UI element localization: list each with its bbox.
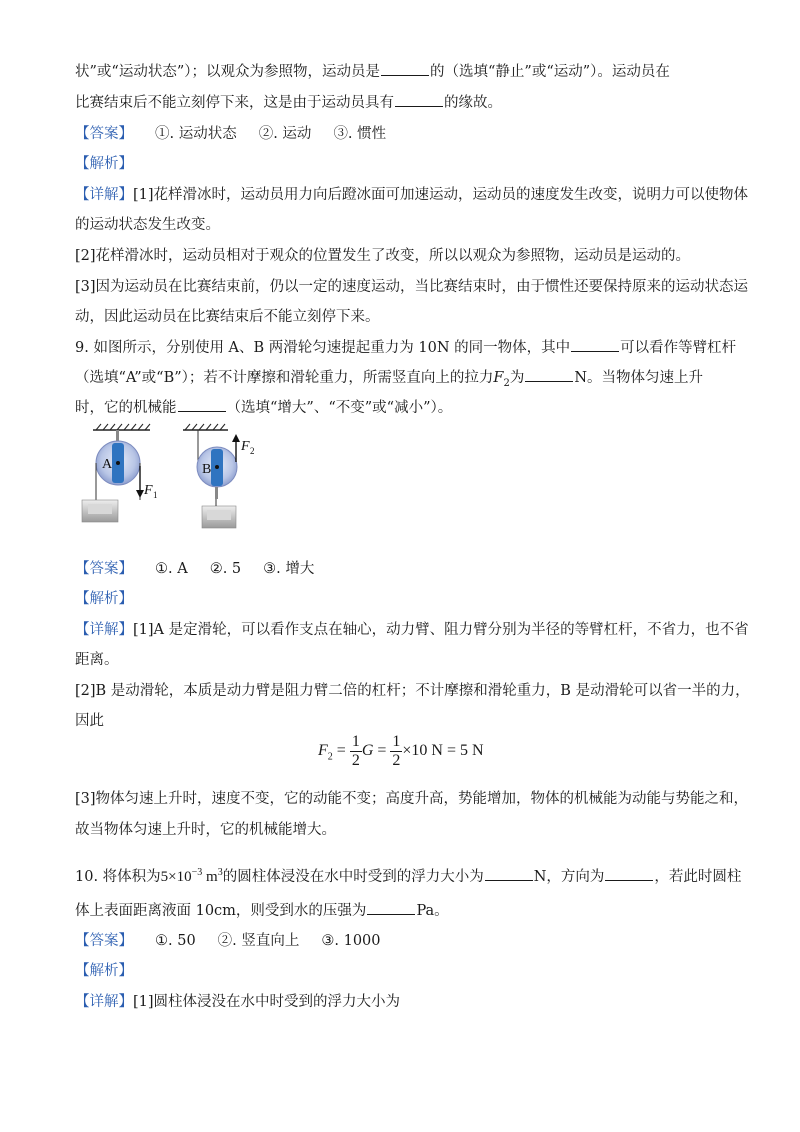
eq-lhs: F [318,742,328,760]
text: [1]花样滑冰时，运动员用力向后蹬冰面可加速运动，运动员的速度发生改变，说明力可以使物体 [133,187,749,203]
text: [1]圆柱体浸没在水中时受到的浮力大小为 [133,994,401,1010]
answer-blank [381,61,429,76]
q8-line-1 [75,61,670,83]
q9-line-2 [75,367,703,395]
q8-detail-2: [2]花样滑冰时，运动员相对于观众的位置发生了改变，所以以观众为参照物，运动员是运动的。 [75,248,691,264]
fraction [390,733,402,770]
text: [1]A 是定滑轮，可以看作支点在轴心，动力臂、阻力臂分别为半径的等臂杠杆，不省力，也不省 [133,622,749,638]
label-f1-sub: 1 [153,490,158,500]
eq-sign: = [332,742,350,760]
label-f2-sub: 2 [250,446,255,456]
text: （选填“增大”、“不变”或“减小”）。 [226,400,453,416]
eq-rest: ×10 N = 5 N [402,742,484,760]
label-a: A [102,457,113,472]
answer-item: ①. 50 [155,933,196,949]
q8-line-2 [75,92,502,114]
q9-detail-1a [75,619,749,641]
q10-line-1 [75,862,741,888]
answer-blank [178,397,226,412]
q9-detail-2b: 因此 [75,713,104,729]
q8-analysis-tag: 【解析】 [75,156,133,172]
label-b: B [202,462,212,477]
q9-detail-3a: [3]物体匀速上升时，速度不变，它的动能不变；高度升高，势能增加，物体的机械能为动能与势能之和， [75,791,749,807]
text: ，若此时圆柱 [654,869,742,885]
answer-item: ②. 运动 [258,126,312,142]
detail-tag: 【详解】 [75,187,133,203]
ceiling-a [93,424,150,430]
vol-unit-exp: 3 [217,867,223,878]
pulley-diagram [78,418,258,542]
eq-sign: = [373,742,391,760]
text: 可以看作等臂杠杆 [620,340,737,356]
text: N。当物体匀速上升 [574,370,704,386]
answer-item: ②. 竖直向上 [217,933,300,949]
detail-tag: 【详解】 [75,622,133,638]
frac-num: 1 [351,733,360,750]
force-subscript: 2 [503,377,510,389]
answer-item: ③. 惯性 [333,126,387,142]
frac-num: 1 [392,733,401,750]
label-f2: F [241,439,250,454]
text: 的（选填“静止”或“运动”）。运动员在 [430,64,670,80]
text: Pa。 [416,903,449,919]
vol-exp: −3 [191,867,203,878]
answer-blank [485,866,533,881]
vol-unit: m [202,869,218,885]
text: 10. 将体积为 [75,869,161,885]
answer-blank [525,367,573,382]
text: N，方向为 [533,869,605,885]
text: 状”或“运动状态”）；以观众为参照物，运动员是 [75,64,380,80]
answer-item: ③. 增大 [263,561,315,577]
q8-detail-1b: 的运动状态发生改变。 [75,217,220,233]
text: （选填“A”或“B”）；若不计摩擦和滑轮重力，所需竖直向上的拉力 [75,370,494,386]
text: 时，它的机械能 [75,400,177,416]
force-symbol: F [493,370,504,386]
q8-detail-1a [75,184,748,206]
q8-detail-3b: 动，因此运动员在比赛结束后不能立刻停下来。 [75,309,380,325]
text: 的缘故。 [444,95,502,111]
frac-den: 2 [392,752,401,769]
q10-detail-1 [75,991,400,1013]
answer-blank [605,866,653,881]
eq-lhs-sub: 2 [327,751,333,763]
answer-tag: 【答案】 [75,561,133,577]
pulley-figure [78,418,258,546]
answer-blank [367,900,415,915]
text: 9. 如图所示，分别使用 A、B 两滑轮匀速提起重力为 10N 的同一物体，其中 [75,340,571,356]
answer-item: ②. 5 [209,561,242,577]
q9-analysis-tag: 【解析】 [75,591,133,607]
q9-answer [75,558,314,580]
q10-analysis-tag: 【解析】 [75,963,133,979]
detail-tag: 【详解】 [75,994,133,1010]
q10-answer [75,930,381,952]
answer-item: ①. A [155,561,188,577]
q10-line-2 [75,900,449,922]
q8-answer [75,123,386,145]
q8-detail-3a: [3]因为运动员在比赛结束前，仍以一定的速度运动，当比赛结束时，由于惯性还要保持原来的运动状态运 [75,279,749,295]
frac-den: 2 [351,752,360,769]
q9-detail-1b: 距离。 [75,652,119,668]
text: 为 [509,370,525,386]
label-f1: F [144,483,153,498]
volume-expression [161,869,223,885]
answer-blank [571,337,619,352]
answer-item: ③. 1000 [321,933,381,949]
equation [318,733,484,783]
answer-item: ①. 运动状态 [155,126,237,142]
text: 的圆柱体浸没在水中时受到的浮力大小为 [222,869,484,885]
answer-blank [395,92,443,107]
q9-line-3 [75,397,452,419]
ceiling-b [183,424,228,430]
text: 体上表面距离液面 10cm，则受到水的压强为 [75,903,367,919]
eq-g: G [361,742,374,760]
text: 比赛结束后不能立刻停下来，这是由于运动员具有 [75,95,394,111]
q9-detail-2a: [2]B 是动滑轮，本质是动力臂是阻力臂二倍的杠杆；不计摩擦和滑轮重力，B 是动滑轮可以省一半的力， [75,683,750,699]
q9-line-1 [75,337,736,359]
answer-tag: 【答案】 [75,126,133,142]
fraction [350,733,362,770]
pulley-b [197,430,255,528]
answer-tag: 【答案】 [75,933,133,949]
vol-base: 5×10 [160,869,192,885]
pulley-a [82,430,158,522]
q9-detail-3b: 故当物体匀速上升时，它的机械能增大。 [75,822,336,838]
